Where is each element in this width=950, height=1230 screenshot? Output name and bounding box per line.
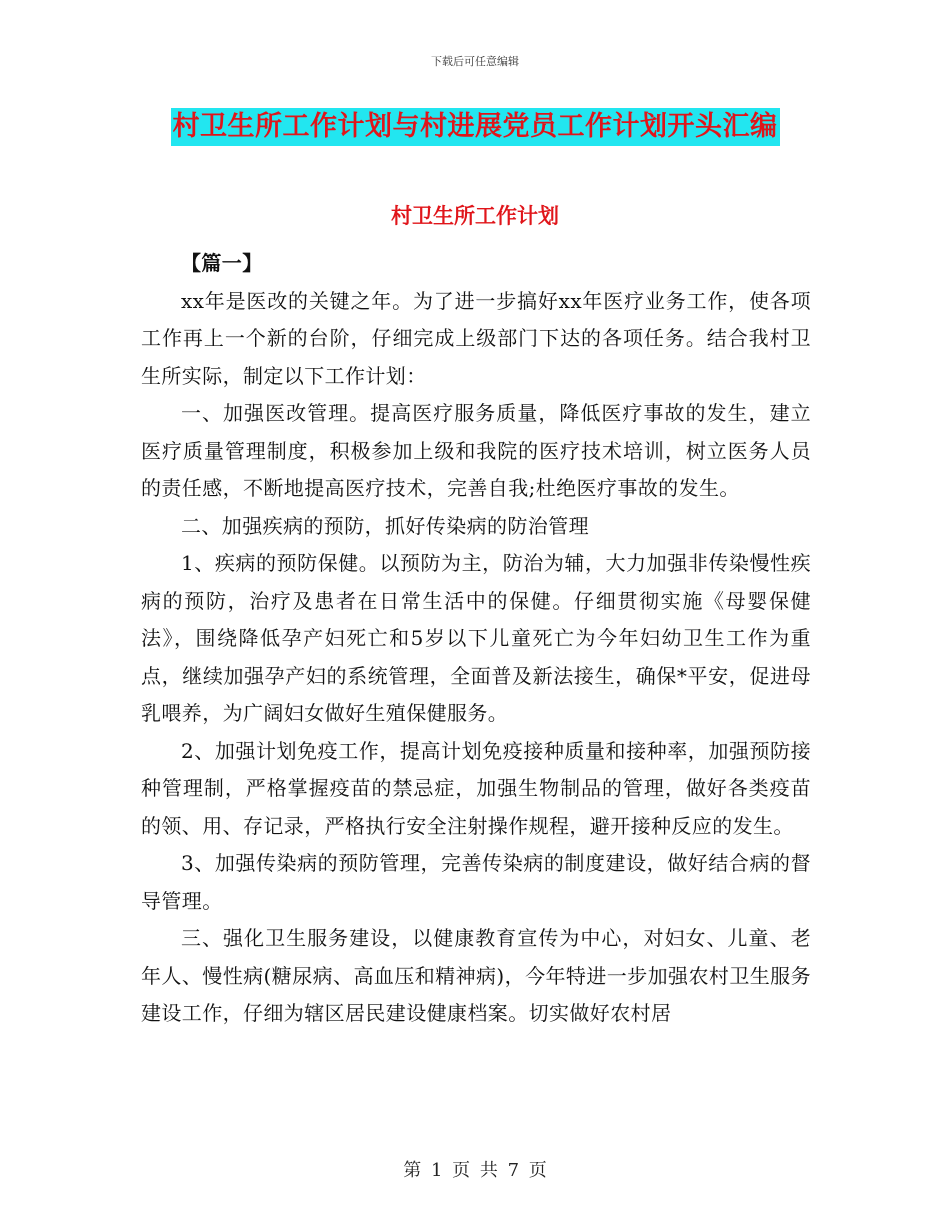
- part-label: 【篇一】: [181, 251, 263, 275]
- paragraph: 一、加强医改管理。提高医疗服务质量，降低医疗事故的发生，建立医疗质量管理制度，积极参加上级和我院的医疗技术培训，树立医务人员的责任感，不断地提高医疗技术，完善自我;杜绝医疗事故的发生。: [141, 401, 811, 500]
- paragraph: 二、加强疾病的预防，抓好传染病的防治管理: [181, 513, 589, 538]
- document-title: [0, 108, 950, 146]
- paragraph: 1、疾病的预防保健。以预防为主，防治为辅，大力加强非传染慢性疾病的预防，治疗及患者在日常生活中的保健。仔细贯彻实施《母婴保健法》，围绕降低孕产妇死亡和5岁以下儿童死亡为今年妇幼卫生工作为重点，继续加强孕产妇的系统管理，全面普及新法接生，确保*平安，促进母乳喂养，为广阔妇女做好生殖保健服务。: [141, 551, 811, 725]
- paragraph: 三、强化卫生服务建设，以健康教育宣传为中心，对妇女、儿童、老年人、慢性病(糖尿病、高血压和精神病)，今年特进一步加强农村卫生服务建设工作，仔细为辖区居民建设健康档案。切实做好农村居: [141, 926, 811, 1025]
- paragraph: xx年是医改的关键之年。为了进一步搞好xx年医疗业务工作，使各项工作再上一个新的台阶，仔细完成上级部门下达的各项任务。结合我村卫生所实际，制定以下工作计划：: [141, 288, 811, 388]
- document-title-text: 村卫生所工作计划与村进展党员工作计划开头汇编: [171, 108, 780, 146]
- page-number-footer: 第 1 页 共 7 页: [403, 1160, 547, 1181]
- document-body: [141, 245, 811, 1033]
- section-title: 村卫生所工作计划: [391, 204, 559, 228]
- paragraph: 3、加强传染病的预防管理，完善传染病的制度建设，做好结合病的督导管理。: [141, 851, 811, 913]
- page-header-note: 下载后可任意编辑: [431, 55, 519, 68]
- paragraph: 2、加强计划免疫工作，提高计划免疫接种质量和接种率，加强预防接种管理制，严格掌握疫苗的禁忌症，加强生物制品的管理，做好各类疫苗的领、用、存记录，严格执行安全注射操作规程，避开接种反应的发生。: [141, 738, 811, 838]
